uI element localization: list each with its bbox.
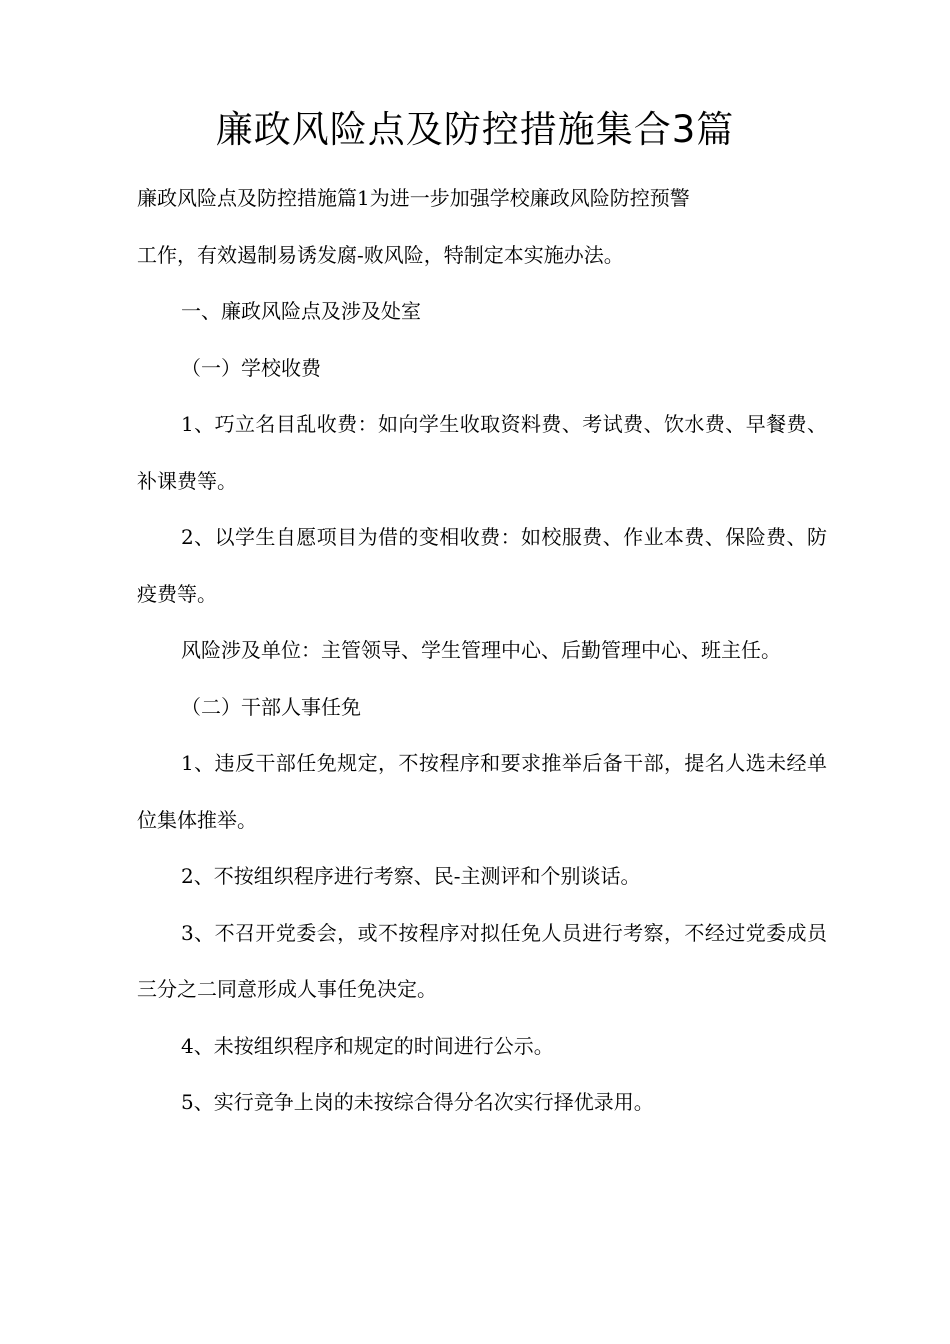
paragraph: 2、以学生自愿项目为借的变相收费：如校服费、作业本费、保险费、防疫费等。 [137, 525, 827, 606]
paragraph: 2、不按组织程序进行考察、民-主测评和个别谈话。 [181, 864, 641, 888]
paragraph: 4、未按组织程序和规定的时间进行公示。 [181, 1033, 554, 1058]
document-title: 廉政风险点及防控措施集合3篇 [215, 108, 735, 151]
paragraph: 工作，有效遏制易诱发腐-败风险，特制定本实施办法。 [137, 242, 624, 267]
paragraph: 风险涉及单位：主管领导、学生管理中心、后勤管理中心、班主任。 [181, 638, 781, 662]
paragraph: 3、不召开党委会，或不按程序对拟任免人员进行考察，不经过党委成员三分之二同意形成人事任免决定。 [137, 920, 827, 1001]
paragraph: （一）学校收费 [181, 355, 321, 380]
paragraph: 1、巧立名目乱收费：如向学生收取资料费、考试费、饮水费、早餐费、补课费等。 [137, 412, 827, 493]
document-body [137, 170, 827, 1131]
paragraph: 一、廉政风险点及涉及处室 [181, 299, 421, 323]
paragraph: 廉政风险点及防控措施篇1为进一步加强学校廉政风险防控预警 [137, 186, 690, 210]
paragraph: （二）干部人事任免 [181, 694, 361, 719]
paragraph: 5、实行竞争上岗的未按综合得分名次实行择优录用。 [181, 1090, 654, 1114]
paragraph: 1、违反干部任免规定，不按程序和要求推举后备干部，提名人选未经单位集体推举。 [137, 751, 827, 832]
